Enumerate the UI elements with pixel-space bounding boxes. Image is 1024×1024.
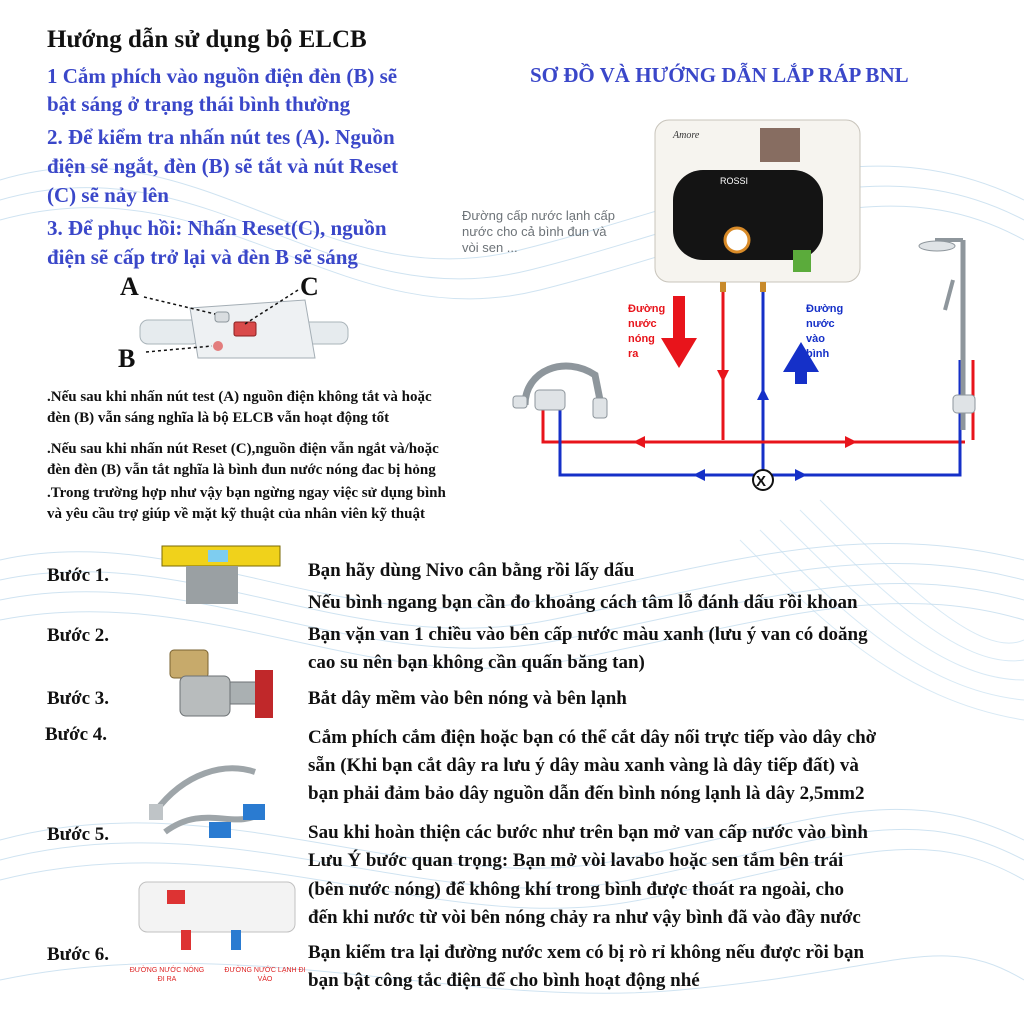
- step-text: Lưu Ý bước quan trọng: Bạn mở vòi lavabo hoặc sen tắm bên trái: [308, 850, 844, 871]
- shower-illustration: [919, 240, 975, 430]
- note-line: đèn đèn (B) vẫn tắt nghĩa là bình đun nước nóng đac bị hỏng: [47, 462, 436, 478]
- instruction-line: 2. Để kiểm tra nhấn nút tes (A). Nguồn: [47, 125, 395, 149]
- label-a: A: [120, 272, 139, 301]
- note-line: .Nếu sau khi nhấn nút Reset (C),nguồn điện vẫn ngắt và/hoặc: [47, 441, 439, 457]
- heater-brand-text: ROSSI: [720, 176, 749, 186]
- step-text: (bên nước nóng) để không khí trong bình được thoát ra ngoài, cho: [308, 879, 845, 900]
- heater-script-text: Amore: [673, 130, 700, 141]
- heater-connections-image: [137, 880, 297, 975]
- check-valve-image: [160, 640, 280, 726]
- step-label: Bước 3.: [47, 688, 110, 709]
- valve-symbol: X: [756, 473, 767, 490]
- step-text: bạn bật công tắc điện để cho bình hoạt động nhé: [308, 970, 700, 991]
- cold-in-caption: ĐƯỜNG NƯỚC LẠNH ĐI VÀO: [224, 967, 306, 983]
- hot-out-arrow: [661, 296, 697, 368]
- note-line: và yêu cầu trợ giúp về mặt kỹ thuật của nhân viên kỹ thuật: [47, 506, 425, 522]
- hot-out-caption: ĐƯỜNG NƯỚC NÓNG ĐI RA: [129, 967, 205, 983]
- step-text: Bắt dây mềm vào bên nóng và bên lạnh: [308, 688, 627, 709]
- step-label: Bước 5.: [47, 824, 110, 845]
- note-line: .Trong trường hợp như vậy bạn ngừng ngay việc sử dụng bình: [47, 485, 446, 501]
- diagram-title: SƠ ĐỒ VÀ HƯỚNG DẪN LẮP RÁP BNL: [530, 63, 909, 87]
- cold-supply-note: Đường cấp nước lạnh cấp nước cho cả bình đun và vòi sen ...: [462, 208, 615, 255]
- instruction-line: 1 Cắm phích vào nguồn điện đèn (B) sẽ: [47, 64, 398, 88]
- step-text: bạn phải đảm bảo dây nguồn dẫn đến bình nóng lạnh là dây 2,5mm2: [308, 783, 865, 804]
- step-text: đến khi nước từ vòi bên nóng chảy ra như vậy bình đã vào đầy nước: [308, 907, 861, 928]
- water-heater-illustration: [655, 120, 860, 292]
- step-label: Bước 1.: [47, 565, 110, 586]
- step-text: cao su nên bạn không cần quấn băng tan): [308, 652, 645, 673]
- step-text: Bạn kiểm tra lại đường nước xem có bị rò rỉ không nếu được rồi bạn: [308, 942, 865, 963]
- label-b: B: [118, 344, 136, 373]
- step-label: Bước 6.: [47, 944, 110, 965]
- instruction-line: điện sẽ cấp trở lại và đèn B sẽ sáng: [47, 245, 358, 269]
- nivo-level-image: [160, 544, 285, 606]
- hot-out-label: Đường nước nóng ra: [628, 303, 666, 360]
- step-label: Bước 2.: [47, 625, 110, 646]
- label-c: C: [300, 272, 319, 301]
- installation-diagram: [505, 100, 1015, 500]
- step-text: sẵn (Khi bạn cắt dây ra lưu ý dây màu xanh vàng là dây tiếp đất) và: [308, 755, 859, 776]
- step-text: Cắm phích cắm điện hoặc bạn có thể cắt dây nối trực tiếp vào dây chờ: [308, 727, 877, 748]
- flexible-hose-image: [145, 752, 275, 844]
- note-line: .Nếu sau khi nhấn nút test (A) nguồn điện không tắt và hoặc: [47, 389, 432, 405]
- step-text: Bạn hãy dùng Nivo cân bằng rồi lấy dấu: [308, 560, 635, 581]
- step-label: Bước 4.: [45, 724, 108, 745]
- step-text: Sau khi hoàn thiện các bước như trên bạn mở van cấp nước vào bình: [308, 822, 868, 843]
- cold-in-label: Đường nước vào bình: [806, 303, 844, 360]
- step-text: Bạn vặn van 1 chiều vào bên cấp nước màu xanh (lưu ý van có doăng: [308, 624, 868, 645]
- instruction-line: điện sẽ ngắt, đèn (B) sẽ tắt và nút Reset: [47, 154, 399, 178]
- note-line: đèn (B) vẫn sáng nghĩa là bộ ELCB vẫn hoạt động tốt: [47, 410, 390, 426]
- instruction-line: 3. Để phục hồi: Nhấn Reset(C), nguồn: [47, 216, 387, 240]
- instruction-line: bật sáng ở trạng thái bình thường: [47, 92, 351, 116]
- page-title: Hướng dẫn sử dụng bộ ELCB: [47, 26, 367, 53]
- faucet-illustration: [513, 366, 607, 418]
- instruction-line: (C) sẽ nảy lên: [47, 183, 169, 207]
- step-text: Nếu bình ngang bạn cần đo khoảng cách tâm lỗ đánh dấu rồi khoan: [308, 592, 858, 613]
